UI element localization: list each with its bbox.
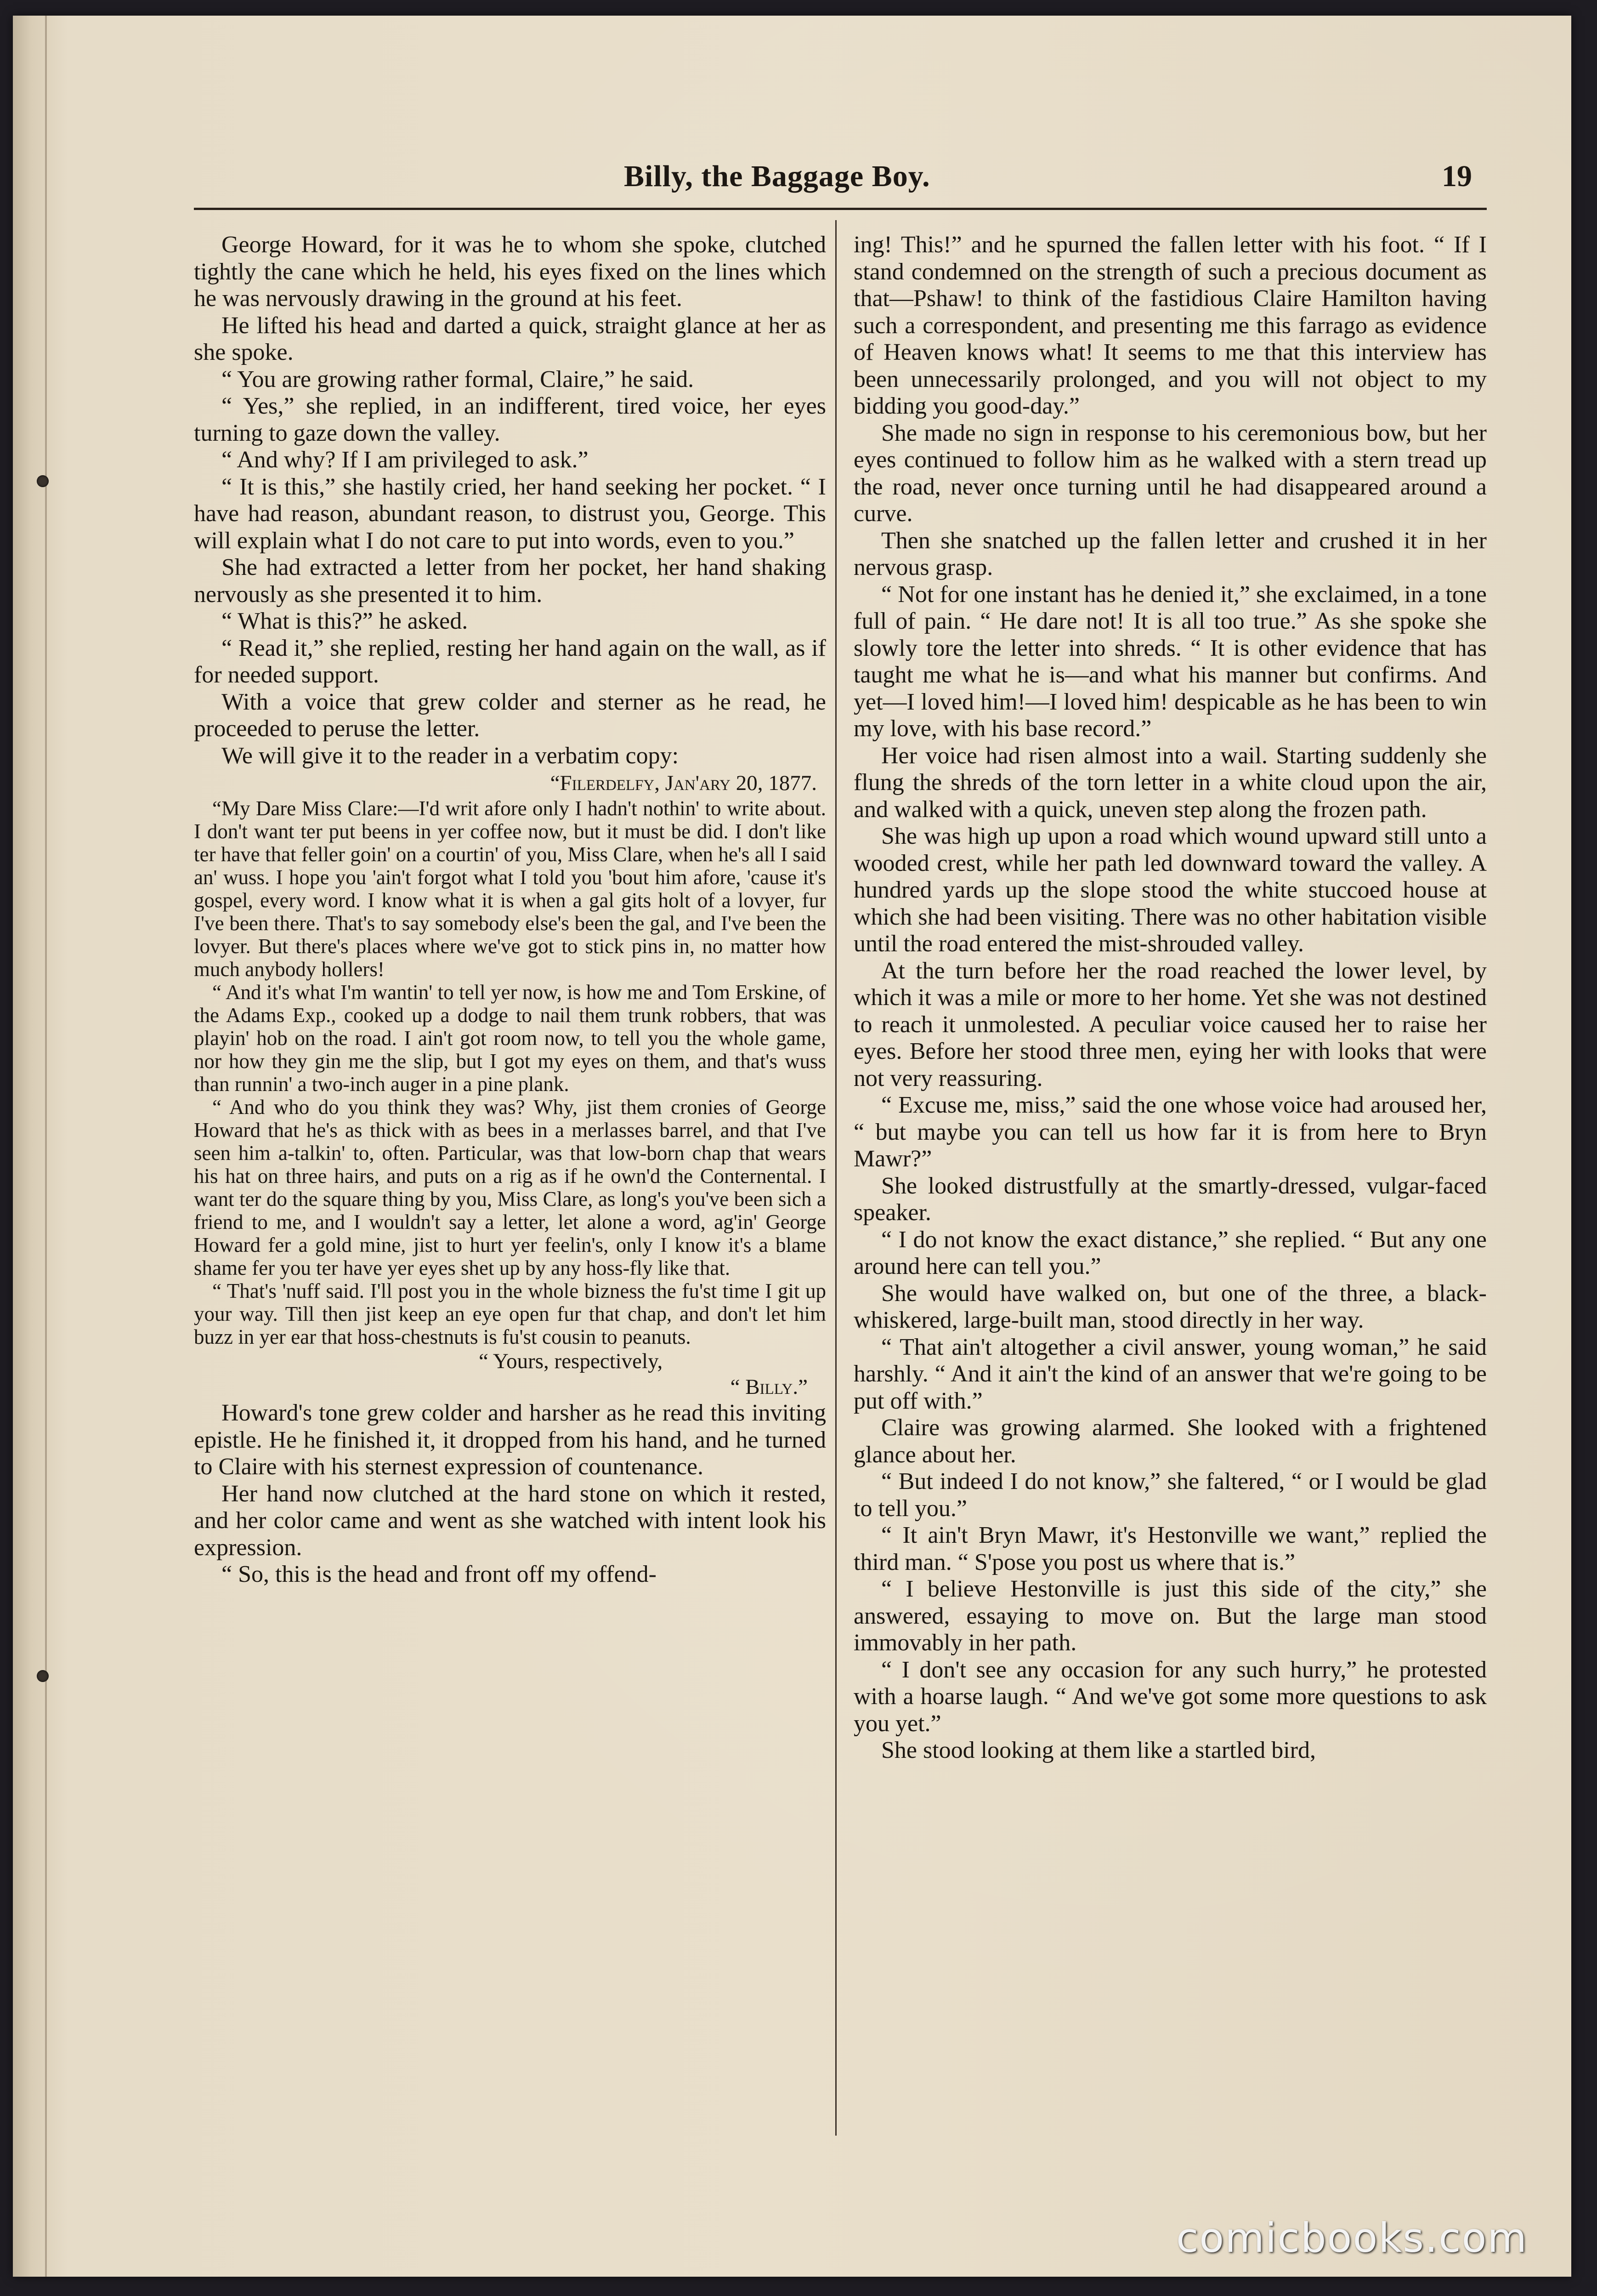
paragraph: “ Yes,” she replied, in an indifferent, tired voice, her eyes turning to gaze down the valley. xyxy=(194,393,826,446)
paragraph: He lifted his head and darted a quick, straight glance at her as she spoke. xyxy=(194,312,826,365)
staple-hole xyxy=(37,475,49,487)
paragraph: “ But indeed I do not know,” she faltered, “ or I would be glad to tell you.” xyxy=(854,1468,1487,1522)
paragraph: “ It ain't Bryn Mawr, it's Hestonville we want,” replied the third man. “ S'pose you post us where that is.” xyxy=(854,1522,1487,1575)
paragraph: “ I don't see any occasion for any such hurry,” he protested with a hoarse laugh. “ And we've got some more questions to ask you yet.” xyxy=(854,1656,1487,1737)
paragraph: “ Excuse me, miss,” said the one whose voice had aroused her, “ but maybe you can tell us how far it is from here to Bryn Mawr?” xyxy=(854,1092,1487,1172)
paragraph: “ Not for one instant has he denied it,” she exclaimed, in a tone full of pain. “ He dare not! It is all too true.” As she spoke she slowly tore the letter into shreds. “ It is other evidence that has taught me what he is—and what his manner but confirms. And yet—I loved him!—I loved him! despicable as he has been to win my love, with his base record.” xyxy=(854,581,1487,742)
letter-paragraph: “ And it's what I'm wantin' to tell yer now, is how me and Tom Erskine, of the Adams Exp., cooked up a dodge to nail them trunk robbers, that was playin' hob on the road. I ain't got room now, to tell you the whole game, nor how they gin me the slip, but I got my eyes on them, and that's wuss than runnin' a two-inch auger in a pine plank. xyxy=(194,981,826,1096)
column-divider xyxy=(835,220,837,2136)
paragraph: “ Read it,” she replied, resting her hand again on the wall, as if for needed support. xyxy=(194,635,826,688)
magazine-page xyxy=(13,16,1571,2277)
letter-paragraph: “ And who do you think they was? Why, jist them cronies of George Howard that he's as thick with as bees in a merlasses barrel, and that I've seen him a-talkin' to, often. Particular, was that low-born chap that wears his hat on three hairs, and puts on a rig as if he own'd the Conternental. I want ter do the square thing by you, Miss Clare, as long's you've been sich a friend to me, and I wouldn't say a letter, let alone a word, ag'in' George Howard fer a gold mine, jist to hurt yer feelin's, only I know it's a blame shame fer you ter have yer eyes shet up by any hoss-fly like that. xyxy=(194,1096,826,1279)
paragraph: “ That ain't altogether a civil answer, young woman,” he said harshly. “ And it ain't the kind of an answer that we're going to be put off with.” xyxy=(854,1334,1487,1414)
running-title: Billy, the Baggage Boy. xyxy=(624,159,930,193)
letter-paragraph: “My Dare Miss Clare:—I'd writ afore only I hadn't nothin' to write about. I don't want ter put beens in yer coffee now, but it must be did. I don't like ter have that feller goin' on a courtin' of you, Miss Clare, when he's all I said an' wuss. I hope you 'ain't forgot what I told you 'bout him afore, 'cause it's gospel, every word. I know what it is when a gal gits holt of a lovyer, fur I've been there. That's to say somebody else's been the gal, and I've been the lovyer. But there's places where we've got to stick pins in, no matter how much anybody hollers! xyxy=(194,797,826,981)
site-watermark: comicbooks.com xyxy=(1176,2214,1528,2262)
header-rule xyxy=(194,208,1487,210)
spine-fold xyxy=(45,16,47,2277)
paragraph: She was high up upon a road which wound upward still unto a wooded crest, while her path led downward toward the valley. A hundred yards up the slope stood the white stuccoed house at which she had been visiting. There was no other habitation visible until the road entered the mist-shrouded valley. xyxy=(854,823,1487,957)
paragraph: She made no sign in response to his ceremonious bow, but her eyes continued to follow him as he walked with a stern tread up the road, never once turning until he had disappeared around a curve. xyxy=(854,420,1487,527)
paragraph: “ And why? If I am privileged to ask.” xyxy=(221,447,589,473)
paragraph: At the turn before her the road reached the lower level, by which it was a mile or more to her home. Yet she was not destined to reach it unmolested. A peculiar voice caused her to raise her eyes. Before her stood three men, eying her with looks that were not very reassuring. xyxy=(854,957,1487,1091)
paragraph: “ I believe Hestonville is just this side of the city,” she answered, essaying to move on. But the large man stood immovably in her path. xyxy=(854,1576,1487,1656)
page-number: 19 xyxy=(1442,159,1472,193)
paragraph: “ What is this?” he asked. xyxy=(221,608,468,634)
right-column xyxy=(854,232,1487,1764)
paragraph: “ It is this,” she hastily cried, her hand seeking her pocket. “ I have had reason, abundant reason, to distrust you, George. This will explain what I do not care to put into words, even to you.” xyxy=(194,473,826,554)
paragraph: She would have walked on, but one of the three, a black-whiskered, large-built man, stood directly in her way. xyxy=(854,1280,1487,1333)
paragraph: She looked distrustfully at the smartly-dressed, vulgar-faced speaker. xyxy=(854,1172,1487,1226)
paragraph: “ You are growing rather formal, Claire,” he said. xyxy=(221,366,694,392)
left-column xyxy=(194,232,826,1588)
letter-signature: “ Billy.” xyxy=(730,1375,808,1399)
paragraph: She stood looking at them like a startled bird, xyxy=(881,1737,1316,1763)
letter-body xyxy=(194,797,826,1348)
paragraph: Her voice had risen almost into a wail. Starting suddenly she flung the shreds of the torn letter in a white cloud upon the air, and walked with a quick, uneven step along the frozen path. xyxy=(854,742,1487,823)
paragraph: We will give it to the reader in a verbatim copy: xyxy=(221,742,679,769)
paragraph: Howard's tone grew colder and harsher as he read this inviting epistle. He he finished it, it dropped from his hand, and he turned to Claire with his sternest expression of countenance. xyxy=(194,1400,826,1480)
staple-hole xyxy=(37,1670,49,1682)
paragraph: ing! This!” and he spurned the fallen letter with his foot. “ If I stand condemned on the strength of such a precious document as that—Pshaw! to think of the fastidious Claire Hamilton having such a correspondent, and presenting me this farrago as evidence of Heaven knows what! It seems to me that this interview has been unnecessarily prolonged, and you will not object to my bidding you good-day.” xyxy=(854,232,1487,419)
paragraph: Then she snatched up the fallen letter and crushed it in her nervous grasp. xyxy=(854,527,1487,580)
letter-closing: “ Yours, respectively, xyxy=(479,1349,663,1373)
paragraph: “ So, this is the head and front off my offend- xyxy=(221,1561,657,1587)
letter-dateline: “Filerdelfy, Jan'ary 20, 1877. xyxy=(550,771,817,795)
paragraph: She had extracted a letter from her pocket, her hand shaking nervously as she presented it to him. xyxy=(194,554,826,608)
paragraph: Her hand now clutched at the hard stone on which it rested, and her color came and went as she watched with intent look his expression. xyxy=(194,1480,826,1561)
paragraph: George Howard, for it was he to whom she spoke, clutched tightly the cane which he held, his eyes fixed on the lines which he was nervously drawing in the ground at his feet. xyxy=(194,232,826,312)
paragraph: Claire was growing alarmed. She looked with a frightened glance about her. xyxy=(854,1415,1487,1468)
letter-paragraph: “ That's 'nuff said. I'll post you in the whole bizness the fu'st time I git up your way. Till then jist keep an eye open fur that chap, and don't let him buzz in yer ear that hoss-chestnuts is fu'st cousin to peanuts. xyxy=(194,1279,826,1348)
paragraph: “ I do not know the exact distance,” she replied. “ But any one around here can tell you.” xyxy=(854,1226,1487,1279)
paragraph: With a voice that grew colder and sterner as he read, he proceeded to peruse the letter. xyxy=(194,688,826,742)
